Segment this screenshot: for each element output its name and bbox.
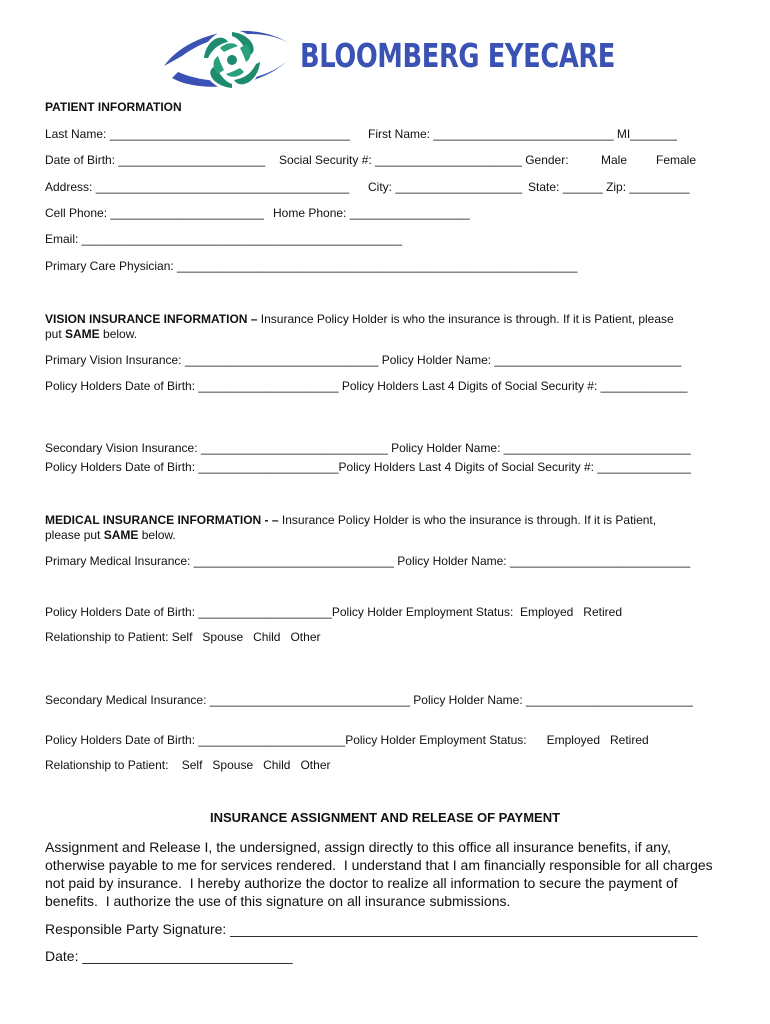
primary-medical-relationship-field[interactable]: Relationship to Patient: Self Spouse Child Other <box>45 630 321 644</box>
assignment-text-line2: otherwise payable to me for services rendered. I understand that I am financially responsible for all charges <box>45 857 713 873</box>
vision-below-text: below. <box>99 327 138 341</box>
assignment-text-line3: not paid by insurance. I hereby authorize the doctor to realize all information to secure the payment of <box>45 875 678 891</box>
medical-heading-bold: MEDICAL INSURANCE INFORMATION - – <box>45 513 279 527</box>
logo-text: BLOOMBERG EYECARE <box>300 36 615 75</box>
medical-put-text: please put <box>45 528 104 542</box>
vision-heading-text: Insurance Policy Holder is who the insurance is through. If it is Patient, please <box>257 312 674 326</box>
vision-same-text: SAME <box>65 327 100 341</box>
assignment-text-line1: Assignment and Release I, the undersigned, assign directly to this office all insurance benefits, if any, <box>45 839 671 855</box>
medical-below-text: below. <box>138 528 176 542</box>
pcp-field[interactable]: Primary Care Physician: ____________________________________________________________ <box>45 259 578 273</box>
medical-heading-line2 <box>45 528 176 542</box>
vision-heading-line2 <box>45 327 137 341</box>
eye-logo-icon <box>160 22 300 94</box>
last-name-field[interactable]: Last Name: ____________________________________ <box>45 127 350 141</box>
home-phone-field[interactable]: Home Phone: __________________ <box>273 206 470 220</box>
primary-medical-dob-field[interactable]: Policy Holders Date of Birth: ____________________Policy Holder Employment Status: Employed Retired <box>45 605 622 619</box>
vision-put-text: put <box>45 327 66 341</box>
signature-field[interactable]: Responsible Party Signature: ____________________________________________________________ <box>45 921 698 937</box>
gender-female-option[interactable]: Female <box>656 153 697 167</box>
secondary-medical-relationship-field[interactable]: Relationship to Patient: Self Spouse Child Other <box>45 758 331 772</box>
primary-vision-dob-field[interactable]: Policy Holders Date of Birth: _____________________ Policy Holders Last 4 Digits of Social Security #: _____________ <box>45 379 688 393</box>
state-zip-field[interactable]: State: ______ Zip: _________ <box>528 180 690 194</box>
primary-medical-insurance-field[interactable]: Primary Medical Insurance: ______________________________ Policy Holder Name: ___________________________ <box>45 554 691 568</box>
secondary-vision-dob-field[interactable]: Policy Holders Date of Birth: _____________________Policy Holders Last 4 Digits of Social Security #: ______________ <box>45 460 691 474</box>
address-field[interactable]: Address: ______________________________________ <box>45 180 350 194</box>
secondary-vision-insurance-field[interactable]: Secondary Vision Insurance: ____________________________ Policy Holder Name: ____________________________ <box>45 441 691 455</box>
dob-field[interactable]: Date of Birth: ______________________ <box>45 153 266 167</box>
secondary-medical-insurance-field[interactable]: Secondary Medical Insurance: ______________________________ Policy Holder Name: _________________________ <box>45 693 693 707</box>
gender-male-option[interactable]: Male <box>601 153 628 167</box>
first-name-field[interactable]: First Name: ___________________________ MI_______ <box>368 127 677 141</box>
city-field[interactable]: City: ___________________ <box>368 180 523 194</box>
assignment-text-line4: benefits. I authorize the use of this signature on all insurance submissions. <box>45 893 511 909</box>
medical-insurance-heading <box>45 513 656 527</box>
vision-insurance-heading <box>45 312 674 326</box>
primary-vision-insurance-field[interactable]: Primary Vision Insurance: _____________________________ Policy Holder Name: ____________________________ <box>45 353 682 367</box>
secondary-medical-dob-field[interactable]: Policy Holders Date of Birth: ______________________Policy Holder Employment Status: Employed Retired <box>45 733 649 747</box>
logo <box>160 22 760 97</box>
vision-heading-bold: VISION INSURANCE INFORMATION – <box>45 312 258 326</box>
ssn-field[interactable]: Social Security #: ______________________ Gender: <box>279 153 569 167</box>
medical-heading-text: Insurance Policy Holder is who the insurance is through. If it is Patient, <box>278 513 657 527</box>
patient-info-heading: PATIENT INFORMATION <box>45 100 182 114</box>
date-field[interactable]: Date: ___________________________ <box>45 948 293 964</box>
medical-same-text: SAME <box>103 528 139 542</box>
cell-phone-field[interactable]: Cell Phone: _______________________ <box>45 206 264 220</box>
email-field[interactable]: Email: ________________________________________________ <box>45 232 403 246</box>
assignment-heading: INSURANCE ASSIGNMENT AND RELEASE OF PAYMENT <box>209 810 561 825</box>
